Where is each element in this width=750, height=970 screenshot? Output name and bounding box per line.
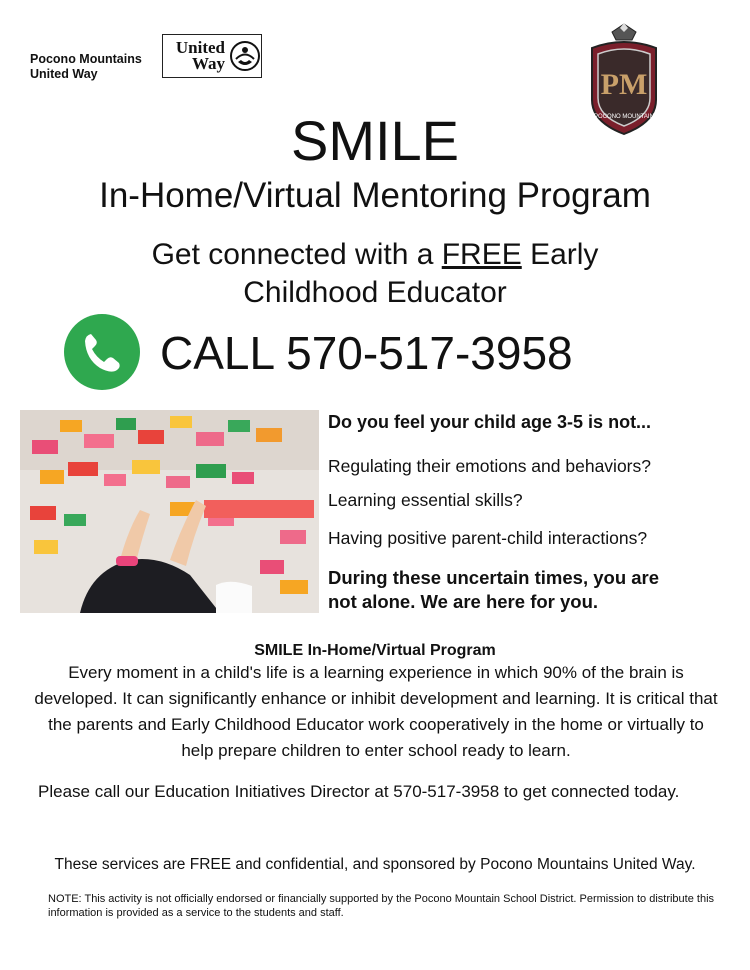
- program-description: Every moment in a child's life is a learning experience in which 90% of the brain is developed. It can significantly enhance or inhibit development and learning. It is critical that the parents and Early Childhood Educator work cooperatively in the home or virtually to help prepare children to enter school ready to learn.: [34, 663, 718, 760]
- page-subtitle: In-Home/Virtual Mentoring Program: [99, 176, 651, 215]
- page-title: SMILE: [290, 109, 460, 172]
- tagline: Get connected with a FREE Early Childhood Educator: [151, 238, 599, 309]
- org-name: [30, 52, 142, 82]
- question-item: Regulating their emotions and behaviors?: [328, 456, 651, 476]
- crest-letters: PM: [600, 68, 648, 101]
- phone-icon: [64, 314, 140, 390]
- contact-paragraph: Please call our Education Initiatives Director at 570-517-3958 to get connected today.: [38, 782, 680, 801]
- reassurance-message: During these uncertain times, you are not alone. We are here for you.: [328, 567, 660, 612]
- questions-heading: Do you feel your child age 3-5 is not...: [328, 412, 652, 432]
- united-way-logo-text: United Way: [175, 38, 225, 73]
- org-name-line1: Pocono Mountains: [30, 52, 142, 66]
- question-item: Learning essential skills?: [328, 490, 523, 510]
- united-way-hand-icon: [229, 40, 261, 72]
- united-way-logo: [162, 34, 262, 78]
- question-item: Having positive parent-child interactions?: [328, 528, 648, 548]
- disclaimer-note: NOTE: This activity is not officially endorsed or financially supported by the Pocono Mountain School District. Permission to distribute this information is provided as a service to the students and staff.: [48, 893, 715, 919]
- crest-band: POCONO MOUNTAIN: [594, 114, 654, 120]
- services-statement: These services are FREE and confidential, and sponsored by Pocono Mountains United Way.: [54, 856, 696, 873]
- call-number[interactable]: CALL 570-517-3958: [160, 327, 573, 379]
- program-heading: SMILE In-Home/Virtual Program: [254, 642, 496, 659]
- free-emphasis: FREE: [441, 238, 522, 271]
- org-name-line2: United Way: [30, 67, 98, 81]
- child-blocks-photo: [20, 410, 319, 613]
